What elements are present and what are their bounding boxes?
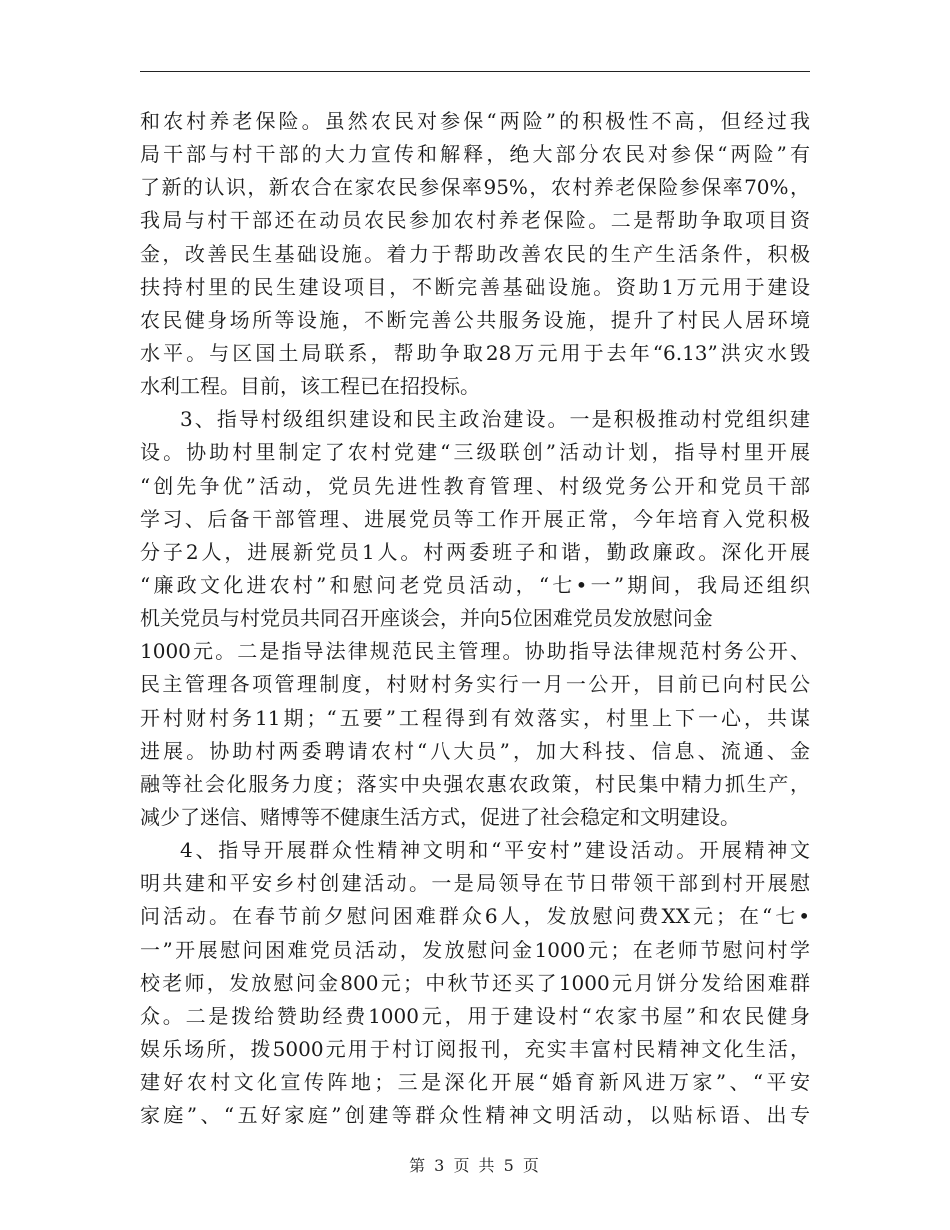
text-line: 和农村养老保险。虽然农民对参保“两险”的积极性不高，但经过我 bbox=[140, 109, 810, 133]
text-line: 减少了迷信、赌博等不健康生活方式，促进了社会稳定和文明建设。 bbox=[140, 804, 740, 829]
text-line: 局干部与村干部的大力宣传和解释，绝大部分农民对参保“两险”有 bbox=[140, 142, 810, 167]
text-line: 水平。与区国土局联系，帮助争取28万元用于去年“6.13”洪灾水毁 bbox=[140, 340, 810, 365]
text-line: 学习、后备干部管理、进展党员等工作开展正常，今年培育入党积极 bbox=[140, 506, 810, 531]
text-line: 民主管理各项管理制度，村财村务实行一月一公开，目前已向村民公 bbox=[140, 672, 810, 697]
text-line: 家庭”、“五好家庭”创建等群众性精神文明活动，以贴标语、出专 bbox=[140, 1103, 810, 1128]
header-rule bbox=[140, 71, 810, 72]
text-line: “廉政文化进农村”和慰问老党员活动，“七•一”期间，我局还组织 bbox=[140, 572, 810, 597]
text-line: 进展。协助村两委聘请农村“八大员”，加大科技、信息、流通、金 bbox=[140, 738, 810, 763]
text-line: 娱乐场所，拨5000元用于村订阅报刊，充实丰富村民精神文化生活， bbox=[140, 1036, 810, 1061]
text-line: 了新的认识，新农合在家农民参保率95%，农村养老保险参保率70%， bbox=[140, 175, 810, 200]
text-line: 问活动。在春节前夕慰问困难群众6人，发放慰问费XX元；在“七• bbox=[140, 904, 810, 929]
text-line: 我局与村干部还在动员农民参加农村养老保险。二是帮助争取项目资 bbox=[140, 208, 810, 233]
text-line: “创先争优”活动，党员先进性教育管理、村级党务公开和党员干部 bbox=[140, 473, 810, 498]
text-line: 建好农村文化宣传阵地；三是深化开展“婚育新风进万家”、“平安 bbox=[140, 1070, 810, 1095]
text-line: 众。二是拨给赞助经费1000元，用于建设村“农家书屋”和农民健身 bbox=[140, 1003, 810, 1028]
text-line: 机关党员与村党员共同召开座谈会，并向5位困难党员发放慰问金 bbox=[140, 606, 713, 631]
text-line: 农民健身场所等设施，不断完善公共服务设施，提升了村民人居环境 bbox=[140, 307, 810, 332]
text-line: 明共建和平安乡村创建活动。一是局领导在节日带领干部到村开展慰 bbox=[140, 871, 810, 896]
page-number-footer: 第 3 页 共 5 页 bbox=[409, 1156, 541, 1175]
document-body bbox=[140, 105, 810, 1132]
text-line: 水利工程。目前，该工程已在招投标。 bbox=[140, 374, 480, 399]
text-line: 分子2人，进展新党员1人。村两委班子和谐，勤政廉政。深化开展 bbox=[140, 539, 810, 564]
text-line: 金，改善民生基础设施。着力于帮助改善农民的生产生活条件，积极 bbox=[140, 241, 810, 266]
text-line: 校老师，发放慰问金800元；中秋节还买了1000元月饼分发给困难群 bbox=[140, 970, 810, 995]
text-line: 1000元。二是指导法律规范民主管理。协助指导法律规范村务公开、 bbox=[140, 639, 810, 664]
text-line: 开村财村务11期；“五要”工程得到有效落实，村里上下一心，共谋 bbox=[140, 705, 810, 730]
text-line: 设。协助村里制定了农村党建“三级联创”活动计划，指导村里开展 bbox=[140, 440, 810, 465]
text-line: 扶持村里的民生建设项目，不断完善基础设施。资助1万元用于建设 bbox=[140, 274, 810, 299]
text-line: 一”开展慰问困难党员活动，发放慰问金1000元；在老师节慰问村学 bbox=[140, 937, 810, 962]
paragraph-start-line: 3、指导村级组织建设和民主政治建设。一是积极推动村党组织建 bbox=[180, 407, 810, 432]
paragraph-start-line: 4、指导开展群众性精神文明和“平安村”建设活动。开展精神文 bbox=[180, 838, 810, 863]
text-line: 融等社会化服务力度；落实中央强农惠农政策，村民集中精力抓生产， bbox=[140, 771, 810, 796]
